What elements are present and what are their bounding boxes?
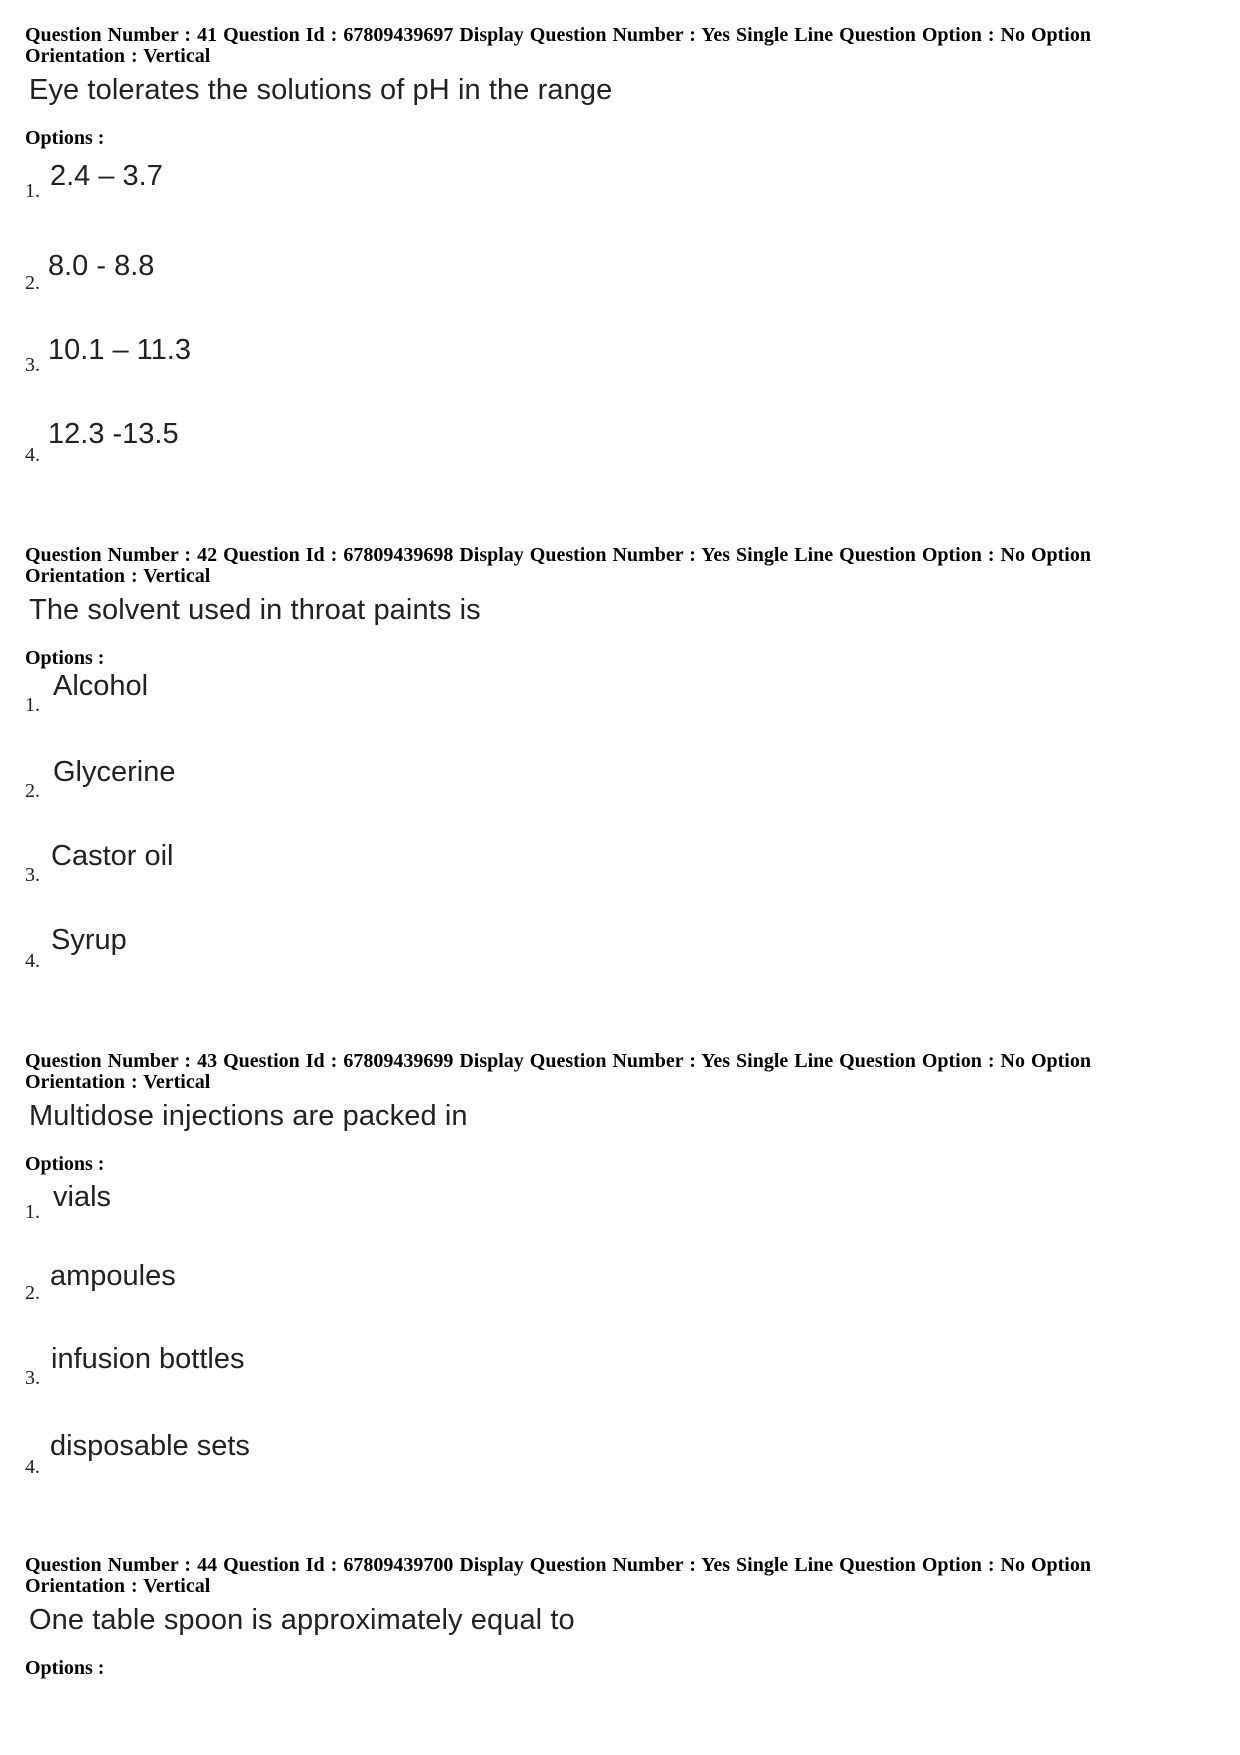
option-number: 4. <box>25 950 40 972</box>
option-text: Castor oil <box>51 840 174 872</box>
question-text: One table spoon is approximately equal to <box>29 1604 575 1636</box>
question-meta-line1: Question Number : 41 Question Id : 67809439697 Display Question Number : Yes Single Line Question Option : No Option <box>25 24 1091 46</box>
question-text: The solvent used in throat paints is <box>29 594 481 626</box>
option-1[interactable] <box>25 160 625 200</box>
option-3[interactable] <box>25 334 625 374</box>
option-1[interactable] <box>25 670 625 716</box>
question-meta <box>25 545 1195 587</box>
option-number: 3. <box>25 1367 40 1389</box>
options-label: Options : <box>25 1657 105 1679</box>
option-number: 3. <box>25 354 40 376</box>
option-text: disposable sets <box>50 1430 250 1462</box>
question-meta-line1: Question Number : 42 Question Id : 67809439698 Display Question Number : Yes Single Line Question Option : No Option <box>25 544 1091 566</box>
options-label: Options : <box>25 647 105 669</box>
option-text: ampoules <box>50 1260 176 1292</box>
question-meta-line1: Question Number : 44 Question Id : 67809439700 Display Question Number : Yes Single Line Question Option : No Option <box>25 1554 1091 1576</box>
option-text: 8.0 - 8.8 <box>48 250 155 282</box>
option-2[interactable] <box>25 1260 625 1304</box>
question-meta <box>25 25 1195 67</box>
option-number: 4. <box>25 444 40 466</box>
option-4[interactable] <box>25 1430 625 1478</box>
question-meta-line2: Orientation : Vertical <box>25 1575 211 1597</box>
question-44 <box>25 1555 1215 1680</box>
option-text: infusion bottles <box>51 1343 245 1375</box>
option-4[interactable] <box>25 418 625 466</box>
question-41 <box>25 25 1215 150</box>
option-text: Syrup <box>51 924 127 956</box>
options-label: Options : <box>25 127 105 149</box>
question-meta <box>25 1051 1195 1093</box>
option-number: 2. <box>25 1282 40 1304</box>
option-3[interactable] <box>25 840 625 886</box>
option-text: Alcohol <box>53 670 149 702</box>
option-text: vials <box>53 1181 112 1213</box>
option-1[interactable] <box>25 1181 625 1221</box>
question-meta-line2: Orientation : Vertical <box>25 1071 211 1093</box>
option-text: Glycerine <box>53 756 176 788</box>
option-4[interactable] <box>25 924 625 972</box>
question-meta-line1: Question Number : 43 Question Id : 67809439699 Display Question Number : Yes Single Line Question Option : No Option <box>25 1050 1091 1072</box>
option-number: 1. <box>25 180 40 202</box>
question-42 <box>25 545 1215 670</box>
option-number: 2. <box>25 780 40 802</box>
question-text: Eye tolerates the solutions of pH in the range <box>29 74 613 106</box>
option-number: 1. <box>25 694 40 716</box>
option-text: 2.4 – 3.7 <box>50 160 163 192</box>
option-2[interactable] <box>25 756 625 802</box>
option-number: 4. <box>25 1456 40 1478</box>
question-43 <box>25 1051 1215 1176</box>
option-text: 10.1 – 11.3 <box>48 334 191 366</box>
option-3[interactable] <box>25 1343 625 1389</box>
option-number: 1. <box>25 1201 40 1223</box>
option-number: 2. <box>25 272 40 294</box>
question-meta-line2: Orientation : Vertical <box>25 45 211 67</box>
options-label: Options : <box>25 1153 105 1175</box>
option-number: 3. <box>25 864 40 886</box>
question-meta-line2: Orientation : Vertical <box>25 565 211 587</box>
option-text: 12.3 -13.5 <box>48 418 179 450</box>
option-2[interactable] <box>25 250 625 294</box>
question-text: Multidose injections are packed in <box>29 1100 468 1132</box>
question-meta <box>25 1555 1195 1597</box>
